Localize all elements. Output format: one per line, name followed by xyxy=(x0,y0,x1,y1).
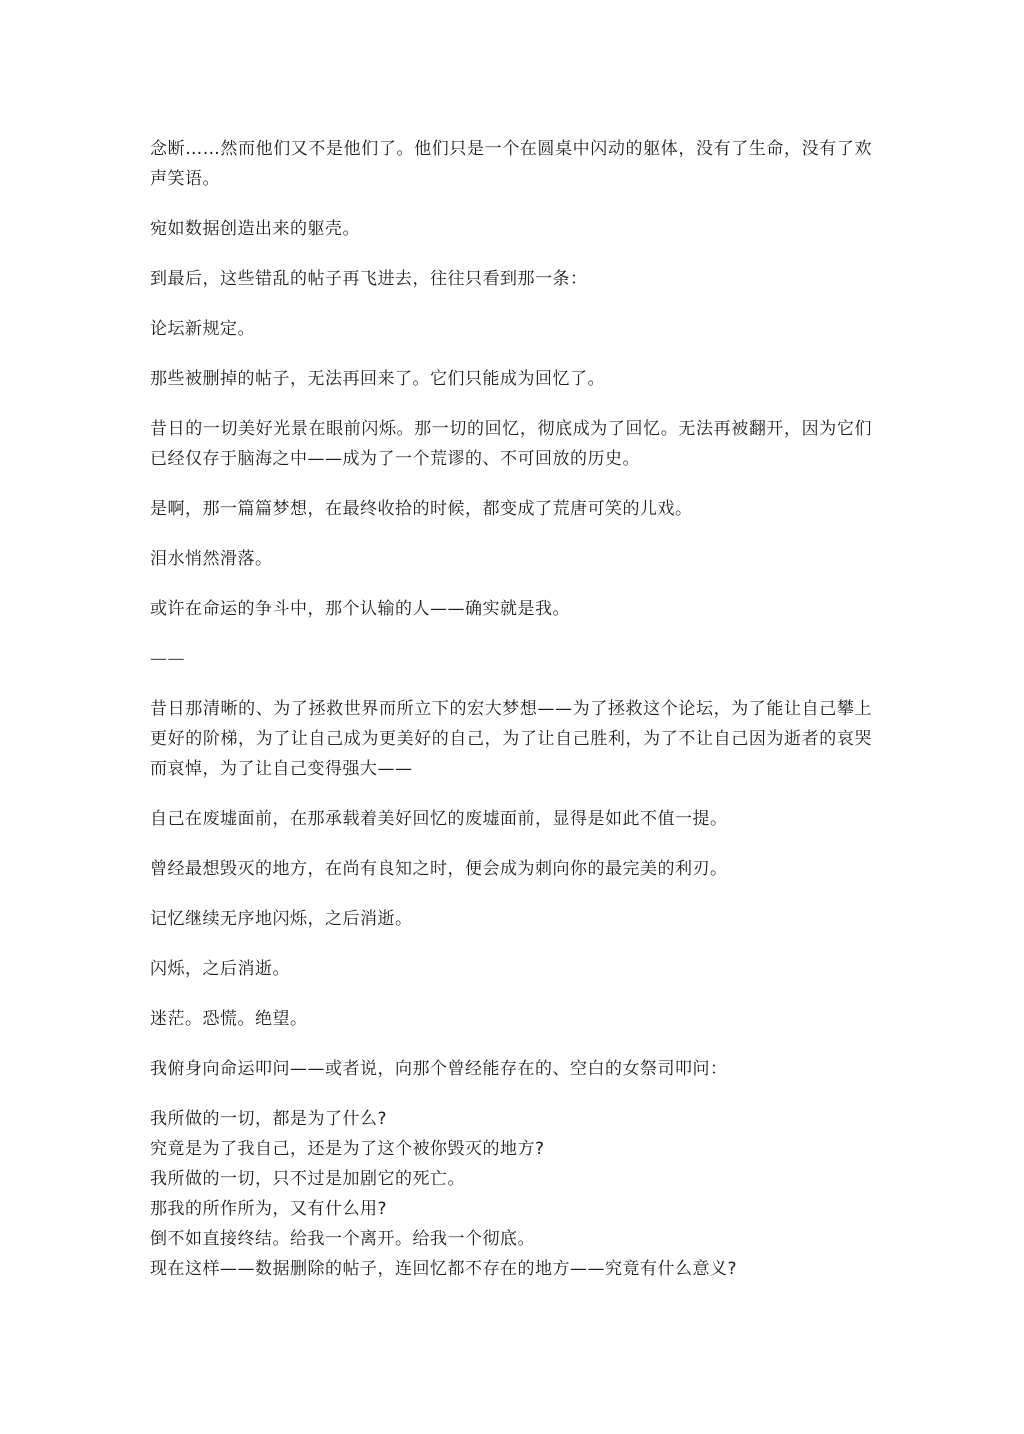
paragraph: 曾经最想毁灭的地方，在尚有良知之时，便会成为刺向你的最完美的利刃。 xyxy=(150,859,728,879)
paragraph: 自己在废墟面前，在那承载着美好回忆的废墟面前，显得是如此不值一提。 xyxy=(150,809,728,829)
paragraph-line: 我所做的一切，都是为了什么? xyxy=(150,1109,388,1129)
paragraph: 记忆继续无序地闪烁，之后消逝。 xyxy=(150,909,413,929)
paragraph: 昔日的一切美好光景在眼前闪烁。那一切的回忆，彻底成为了回忆。无法再被翻开，因为它们已经仅存于脑海之中——成为了一个荒谬的、不可回放的历史。 xyxy=(150,419,872,469)
paragraph-line: 现在这样——数据删除的帖子，连回忆都不存在的地方——究竟有什么意义? xyxy=(150,1259,738,1279)
paragraph: 或许在命运的争斗中，那个认输的人——确实就是我。 xyxy=(150,599,570,619)
paragraph: 念断……然而他们又不是他们了。他们只是一个在圆桌中闪动的躯体，没有了生命，没有了欢声笑语。 xyxy=(150,139,872,189)
paragraph: 昔日那清晰的、为了拯救世界而所立下的宏大梦想——为了拯救这个论坛，为了能让自己攀上更好的阶梯，为了让自己成为更美好的自己，为了让自己胜利，为了不让自己因为逝者的哀哭而哀悼，为了让自己变得强大—— xyxy=(150,699,872,779)
paragraph: 我俯身向命运叩问——或者说，向那个曾经能存在的、空白的女祭司叩问： xyxy=(150,1059,728,1079)
section-divider-dash: —— xyxy=(150,649,185,669)
paragraph: 迷茫。恐慌。绝望。 xyxy=(150,1009,308,1029)
paragraph: 到最后，这些错乱的帖子再飞进去，往往只看到那一条： xyxy=(150,269,588,289)
paragraph: 论坛新规定。 xyxy=(150,319,255,339)
paragraph-line: 那我的所作所为，又有什么用? xyxy=(150,1199,388,1219)
paragraph: 是啊，那一篇篇梦想，在最终收拾的时候，都变成了荒唐可笑的儿戏。 xyxy=(150,499,693,519)
paragraph: 那些被删掉的帖子，无法再回来了。它们只能成为回忆了。 xyxy=(150,369,605,389)
paragraph: 宛如数据创造出来的躯壳。 xyxy=(150,219,360,239)
paragraph-line: 倒不如直接终结。给我一个离开。给我一个彻底。 xyxy=(150,1229,535,1249)
paragraph-line: 我所做的一切，只不过是加剧它的死亡。 xyxy=(150,1169,465,1189)
paragraph: 闪烁，之后消逝。 xyxy=(150,959,290,979)
paragraph: 泪水悄然滑落。 xyxy=(150,549,273,569)
paragraph-line: 究竟是为了我自己，还是为了这个被你毁灭的地方? xyxy=(150,1139,545,1159)
